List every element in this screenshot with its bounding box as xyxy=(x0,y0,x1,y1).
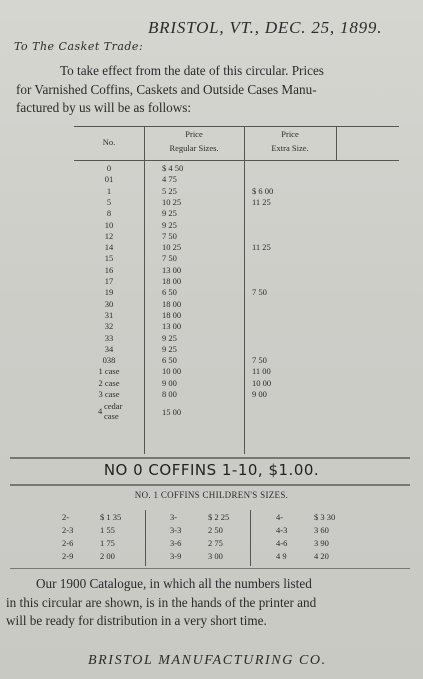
coffin-number: case xyxy=(104,411,119,422)
child-size: 3- xyxy=(170,512,178,522)
regular-price: 6 50 xyxy=(162,287,177,298)
footer-paragraph xyxy=(6,575,411,631)
extra-price: 11 00 xyxy=(252,366,271,377)
extra-price: 7 50 xyxy=(252,355,267,366)
coffin-number: 30 xyxy=(104,298,114,309)
regular-price: 9 25 xyxy=(162,208,177,219)
coffin-number: 2 case xyxy=(98,377,120,388)
header-regular-price: Price xyxy=(185,129,203,139)
child-price: 3 00 xyxy=(208,551,223,561)
child-price: 2 50 xyxy=(208,525,223,535)
coffin-number: 16 xyxy=(104,264,114,275)
regular-price: 9 25 xyxy=(162,343,177,354)
intro-line-3: factured by us will be as follows: xyxy=(16,100,192,115)
child-size: 4-6 xyxy=(276,538,288,548)
coffin-number: 12 xyxy=(104,230,114,241)
coffin-number: 31 xyxy=(104,309,114,320)
header-extra-size: Extra Size. xyxy=(271,143,309,153)
child-price: 3 90 xyxy=(314,538,329,548)
coffin-number: 17 xyxy=(104,276,114,286)
child-price: $ 1 35 xyxy=(100,512,122,522)
coffin-number: 0 xyxy=(106,163,112,173)
regular-price: $ 4 50 xyxy=(162,163,184,173)
child-size: 4-3 xyxy=(276,525,288,535)
header-regular-sizes: Regular Sizes. xyxy=(169,143,219,153)
child-price: 3 60 xyxy=(314,525,329,535)
child-size: 3-6 xyxy=(170,538,182,548)
regular-price: 7 50 xyxy=(162,253,177,264)
child-size: 3-3 xyxy=(170,525,182,535)
coffin-number: 038 xyxy=(102,355,116,366)
child-size: 2-9 xyxy=(62,551,74,561)
children-price-column xyxy=(62,512,172,564)
header-no: No. xyxy=(102,137,116,147)
regular-price: 10 00 xyxy=(162,366,182,377)
child-size: 2-3 xyxy=(62,525,74,535)
child-size: 4- xyxy=(276,512,284,522)
regular-price: 15 00 xyxy=(162,407,182,418)
coffin-number: 01 xyxy=(104,174,114,185)
regular-price: 13 00 xyxy=(162,264,182,275)
regular-price: 9 25 xyxy=(162,219,177,230)
coffin-number: 8 xyxy=(106,208,112,219)
section-rule xyxy=(10,568,410,569)
regular-price: 7 50 xyxy=(162,230,177,241)
regular-price: 9 25 xyxy=(162,332,177,343)
section-rule xyxy=(10,484,410,486)
table-divider xyxy=(336,126,337,160)
coffin-number: 14 xyxy=(104,242,114,253)
coffin-number: 5 xyxy=(106,196,112,207)
table-divider xyxy=(144,126,145,454)
child-price: $ 3 30 xyxy=(314,512,336,522)
child-price: 2 75 xyxy=(208,538,223,548)
coffin-number: 19 xyxy=(104,287,114,298)
table-divider xyxy=(244,126,245,454)
extra-price: 10 00 xyxy=(252,377,272,388)
child-size: 2- xyxy=(62,512,70,522)
regular-price: 10 25 xyxy=(162,242,182,253)
child-price: 1 75 xyxy=(100,538,115,548)
regular-price: 18 00 xyxy=(162,309,182,320)
company-signature: BRISTOL MANUFACTURING CO. xyxy=(88,653,327,668)
footer-line-3: will be ready for distribution in a very short time. xyxy=(6,613,267,628)
child-price: 1 55 xyxy=(100,525,115,535)
child-price: $ 2 25 xyxy=(208,512,230,522)
regular-price: 18 00 xyxy=(162,298,182,309)
coffin-number-prefix: 4 xyxy=(98,406,103,417)
coffin-number: 15 xyxy=(104,253,114,264)
coffin-number: 32 xyxy=(104,321,114,332)
regular-price: 5 25 xyxy=(162,185,177,196)
footer-line-1: Our 1900 Catalogue, in which all the numbers listed xyxy=(36,576,312,591)
intro-paragraph xyxy=(16,62,396,118)
regular-price: 6 50 xyxy=(162,355,177,366)
regular-price: 10 25 xyxy=(162,196,182,207)
salutation: To The Casket Trade: xyxy=(14,40,144,53)
extra-price: 11 25 xyxy=(252,242,271,253)
child-size: 3-9 xyxy=(170,551,182,561)
coffin-number: 1 case xyxy=(98,366,120,377)
coffin-number: 34 xyxy=(104,343,114,354)
extra-price: 7 50 xyxy=(252,287,267,298)
date-line: BRISTOL, VT., DEC. 25, 1899. xyxy=(148,18,383,37)
price-table xyxy=(74,126,399,454)
coffins-banner: NO 0 COFFINS 1-10, $1.00. xyxy=(103,461,320,479)
header-extra-price: Price xyxy=(281,129,299,139)
child-price: 4 20 xyxy=(314,551,329,561)
intro-line-2: for Varnished Coffins, Caskets and Outside Cases Manu- xyxy=(16,81,317,97)
footer-line-2: in this circular are shown, is in the hands of the printer and xyxy=(6,594,317,610)
table-top-rule xyxy=(74,126,399,127)
children-price-column xyxy=(170,512,280,564)
regular-price: 8 00 xyxy=(162,389,177,399)
extra-price: $ 6 00 xyxy=(252,185,274,196)
regular-price: 13 00 xyxy=(162,321,182,332)
coffin-number: 10 xyxy=(104,219,114,230)
child-price: 2 00 xyxy=(100,551,115,561)
regular-price: 18 00 xyxy=(162,276,182,286)
intro-line-1: To take effect from the date of this circular. Prices xyxy=(60,63,324,78)
regular-price: 9 00 xyxy=(162,377,177,388)
coffin-number: cedar xyxy=(104,401,123,412)
children-sizes-title: NO. 1 COFFINS CHILDREN'S SIZES. xyxy=(134,490,289,500)
child-size: 2-6 xyxy=(62,538,74,548)
regular-price: 4 75 xyxy=(162,174,177,185)
table-header-rule xyxy=(74,160,399,161)
coffin-number: 33 xyxy=(104,332,114,343)
extra-price: 9 00 xyxy=(252,389,267,399)
section-rule xyxy=(10,457,410,459)
extra-price: 11 25 xyxy=(252,196,271,207)
child-size: 4 9 xyxy=(276,551,287,561)
coffin-number: 3 case xyxy=(98,389,120,399)
children-price-column xyxy=(276,512,386,564)
coffin-number: 1 xyxy=(106,185,112,196)
